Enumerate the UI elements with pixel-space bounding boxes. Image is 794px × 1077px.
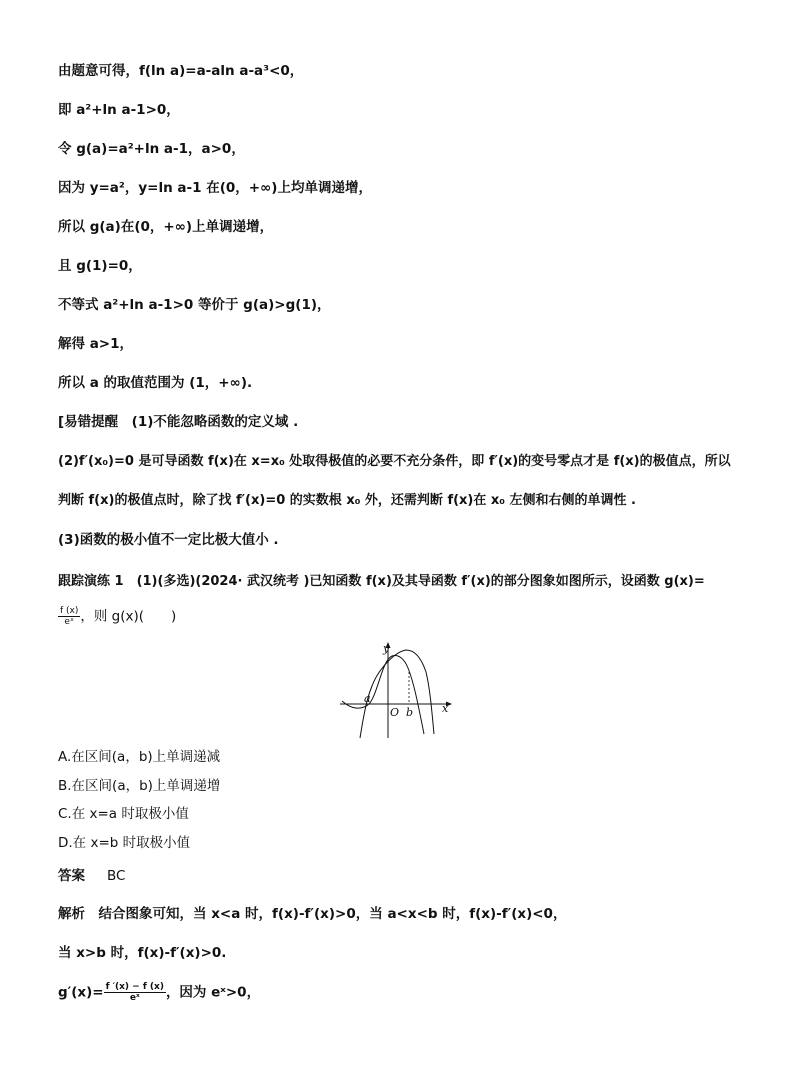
option-d: D.在 x=b 时取极小值 [58,835,191,851]
option-a: A.在区间(a，b)上单调递减 [58,749,221,765]
origin-label: O [390,706,400,719]
error-reminder-2b: 判断 f(x)的极值点时，除了找 f′(x)=0 的实数根 x₀ 外，还需判断 f(x)在 x₀ 左侧和右侧的单调性 . [58,493,636,508]
solution-line-1: 由题意可得，f(ln a)=a-aln a-a³<0， [58,63,304,79]
problem-line-1: 跟踪演练 1 (1)(多选)(2024· 武汉统考 )已知函数 f(x)及其导函数 f′(x)的部分图象如图所示，设函数 g(x)= [58,574,705,589]
solution-line-3: 令 g(a)=a²+ln a-1，a>0， [58,141,245,157]
option-c: C.在 x=a 时取极小值 [58,806,189,822]
solution-line-4: 因为 y=a²，y=ln a-1 在(0，+∞)上均单调递增， [58,180,372,196]
analysis-line-2: 当 x>b 时，f(x)-f′(x)>0. [58,945,227,961]
answer-label: 答案 [58,868,85,884]
error-reminder-title: [易错提醒 (1)不能忽略函数的定义域 . [58,414,299,430]
solution-line-2: 即 a²+ln a-1>0， [58,102,180,118]
x-axis-label: x [442,702,449,715]
function-graph [338,638,458,740]
answer-row [58,867,125,885]
problem-line-2: $\frac{f (x)}{\text{eˣ}}$ ，则 g(x)( ) [60,606,177,627]
y-axis-label: y [383,642,390,655]
curve-f-prime [360,650,434,738]
option-b: B.在区间(a，b)上单调递增 [58,778,221,794]
solution-line-9: 所以 a 的取值范围为 (1，+∞). [58,375,253,391]
answer-value: BC [107,868,126,884]
solution-line-5: 所以 g(a)在(0，+∞)上单调递增， [58,219,274,235]
solution-line-6: 且 g(1)=0， [58,258,142,274]
derivative-fraction: $\frac{f '(x) - f (x)}{\text{eˣ}}$ [105,982,164,1003]
solution-line-8: 解得 a>1， [58,336,134,352]
derivative-line: g′(x)= $\frac{f '(x) - f (x)}{\text{eˣ}}$ ，因为 eˣ>0， [58,982,261,1003]
error-reminder-3: (3)函数的极小值不一定比极大值小 . [58,532,279,548]
point-a-label: a [364,692,371,705]
error-reminder-2a: (2)f′(x₀)=0 是可导函数 f(x)在 x=x₀ 处取得极值的必要不充分条件，即 f′(x)的变号零点才是 f(x)的极值点，所以 [58,454,731,469]
analysis-line-1: 解析 结合图象可知，当 x<a 时，f(x)-f′(x)>0，当 a<x<b 时，f(x)-f′(x)<0， [58,906,567,922]
point-b-label: b [406,706,414,719]
solution-line-7: 不等式 a²+ln a-1>0 等价于 g(a)>g(1)， [58,297,331,313]
problem-fraction: $\frac{f (x)}{\text{eˣ}}$ [60,606,79,627]
